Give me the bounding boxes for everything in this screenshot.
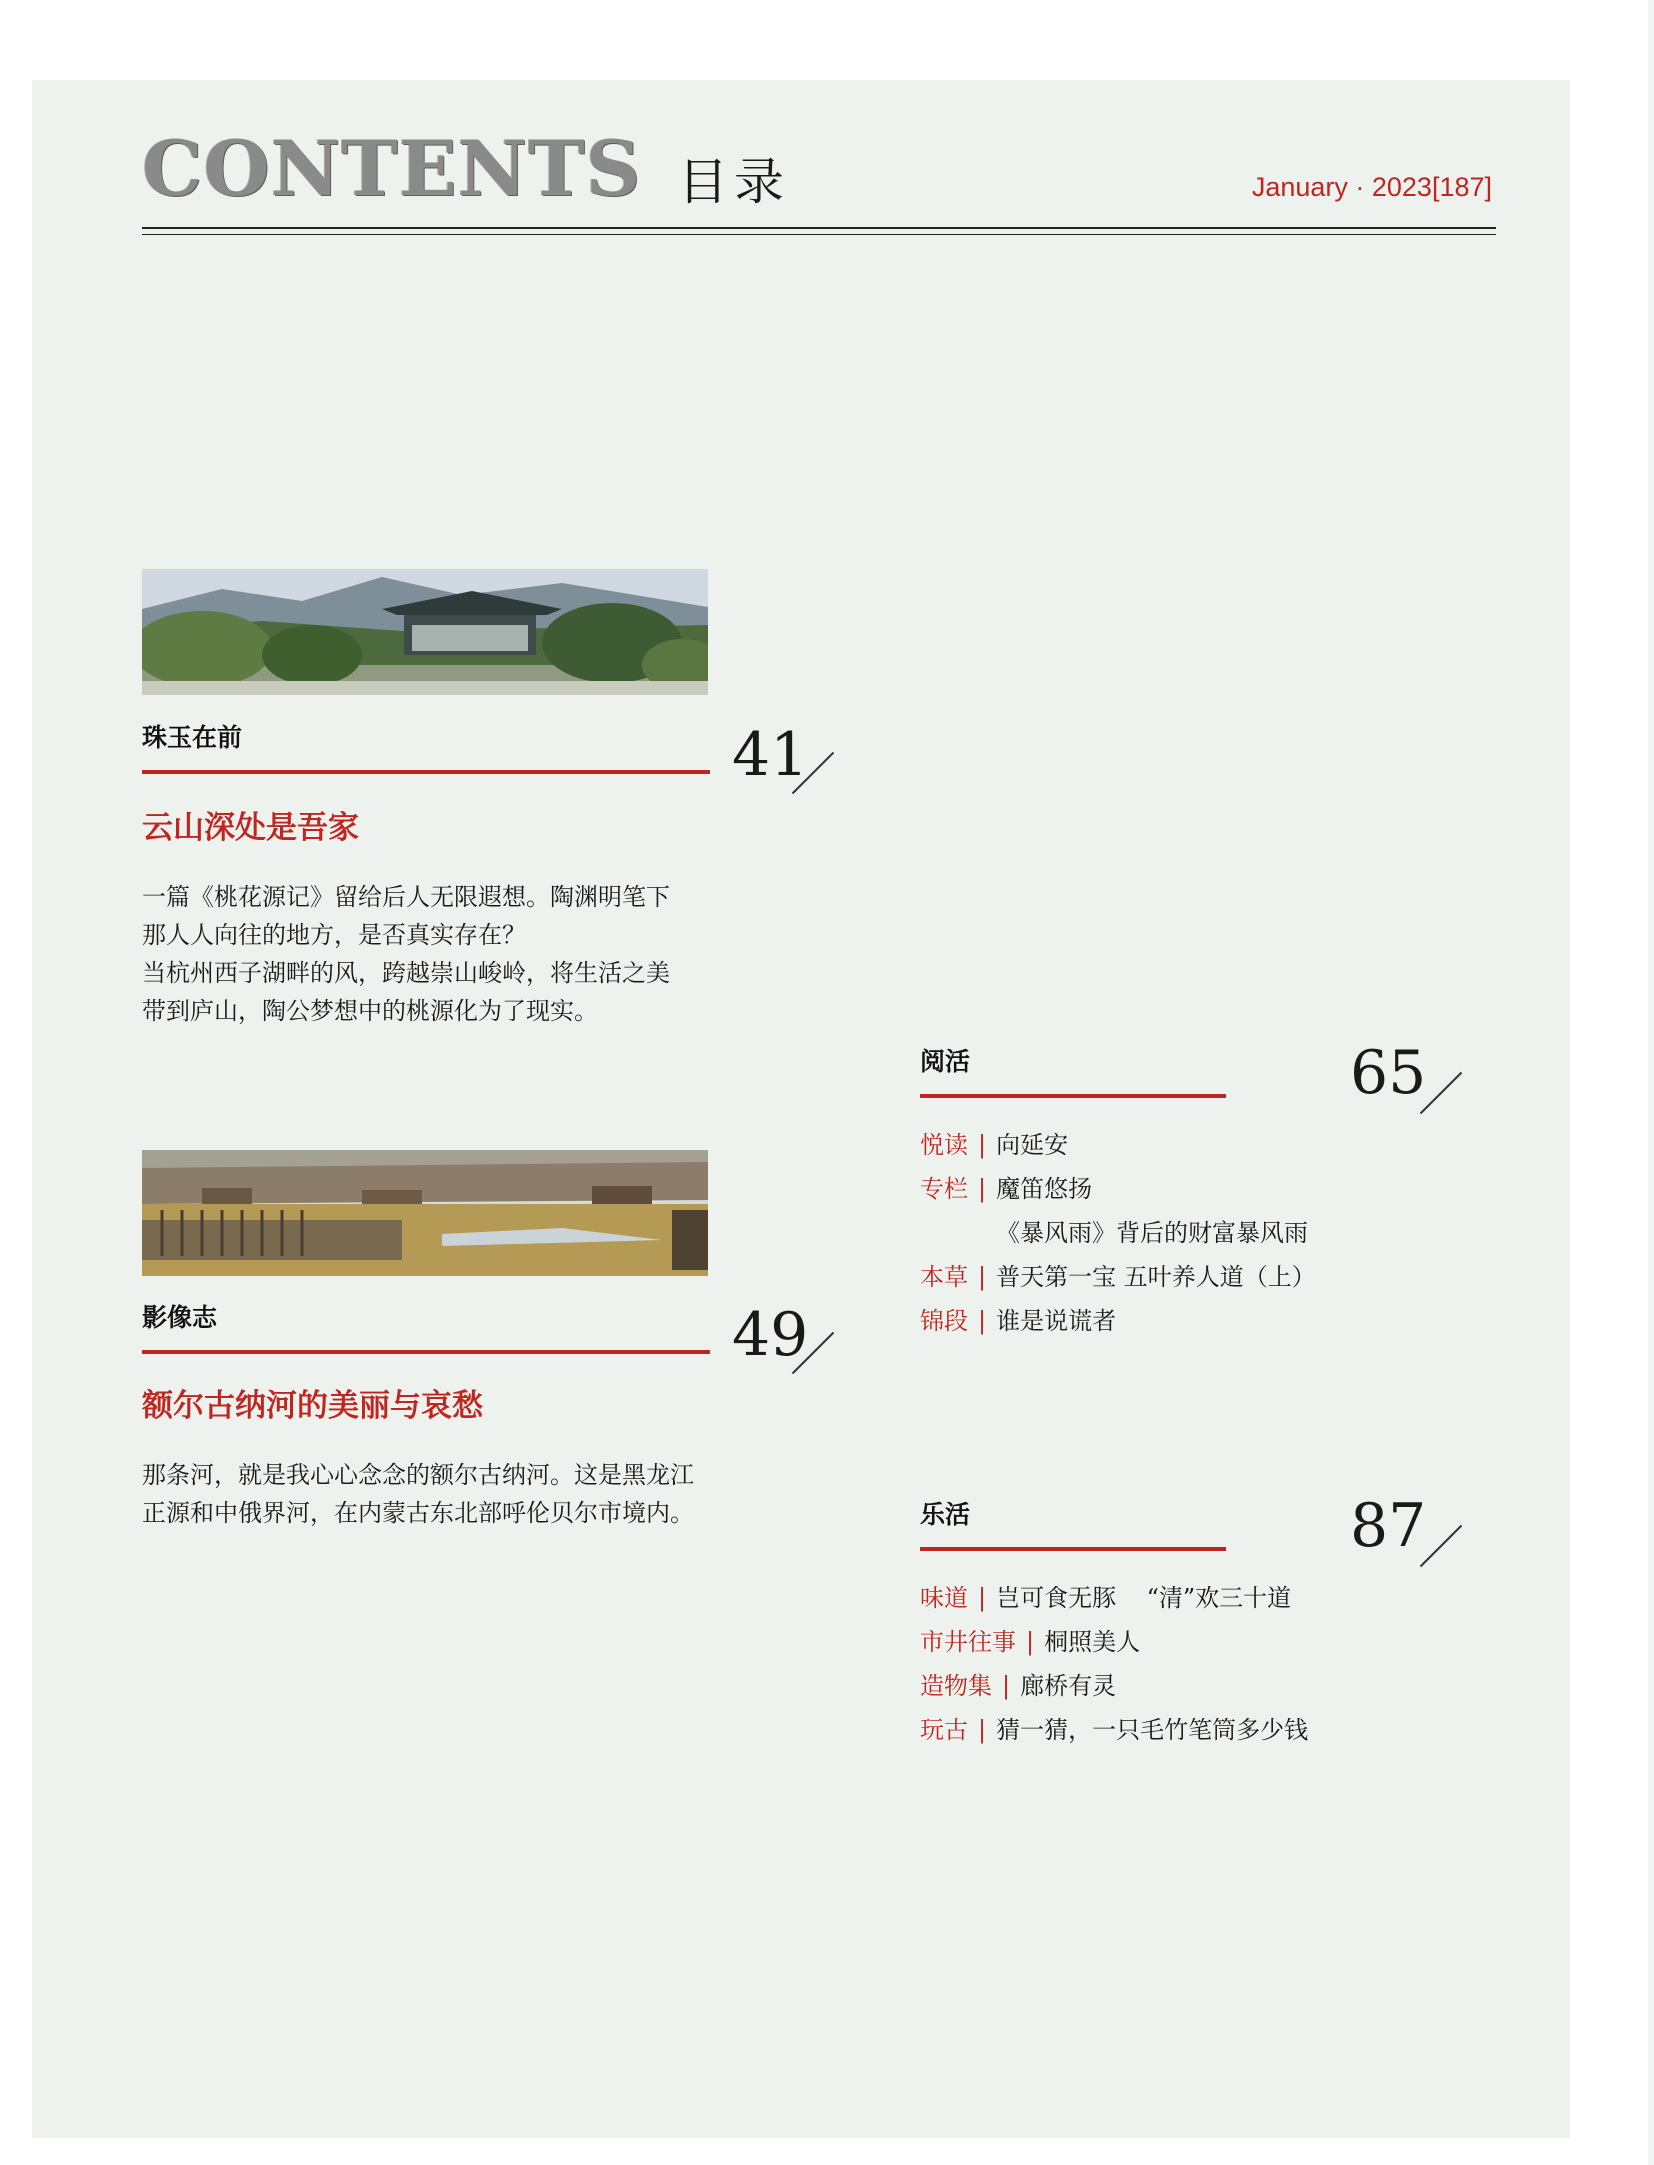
summary-line: 带到庐山，陶公梦想中的桃源化为了现实。 [142,997,598,1025]
toc-item[interactable] [920,1167,1316,1211]
toc-item[interactable] [920,1664,1308,1708]
toc-title: 岂可食无豚 “清”欢三十道 [996,1584,1292,1612]
toc-separator: | [978,1175,987,1203]
toc-list [920,1123,1316,1343]
page-number: 41 [732,720,809,790]
header-rule [142,227,1496,229]
toc-separator: | [1026,1628,1035,1656]
article-summary [142,878,742,1030]
article-headline: 额尔古纳河的美丽与哀愁 [142,1388,483,1424]
toc-title: 桐照美人 [1044,1628,1141,1656]
toc-item[interactable] [920,1708,1308,1752]
contents-title: CONTENTS [142,124,642,213]
section-label: 影像志 [142,1303,218,1332]
page-number: 49 [732,1300,809,1370]
toc-category: 市井往事 [920,1628,1016,1656]
toc-title: 普天第一宝 五叶养人道（上） [996,1263,1316,1291]
toc-title: 魔笛悠扬 [996,1175,1093,1203]
page-number: 87 [1350,1491,1427,1561]
contents-title-cn: 目录 [678,153,790,211]
section-label: 阅活 [920,1047,971,1076]
page-number: 65 [1350,1038,1427,1108]
magazine-page [32,80,1570,2138]
section-rule [142,1350,710,1354]
issue-date: January · 2023[187] [1251,172,1492,202]
toc-category: 悦读 [920,1131,968,1159]
toc-item[interactable] [920,1576,1308,1620]
summary-line: 正源和中俄界河，在内蒙古东北部呼伦贝尔市境内。 [142,1499,694,1527]
page-edge [1648,0,1654,2165]
summary-line: 当杭州西子湖畔的风，跨越崇山峻岭，将生活之美 [142,959,670,987]
section-rule [142,770,710,774]
toc-category: 味道 [920,1584,968,1612]
toc-list [920,1576,1308,1752]
toc-separator: | [978,1131,987,1159]
section-label: 珠玉在前 [142,723,243,752]
toc-title: 向延安 [996,1131,1069,1159]
toc-category: 专栏 [920,1175,968,1203]
summary-line: 那人人向往的地方，是否真实存在？ [142,921,526,949]
toc-separator: | [1002,1672,1011,1700]
toc-category: 本草 [920,1263,968,1291]
toc-title: 廊桥有灵 [1020,1672,1117,1700]
toc-category: 造物集 [920,1672,992,1700]
header-rule-thin [142,234,1496,235]
section-rule [920,1094,1226,1098]
toc-item[interactable] [920,1123,1316,1167]
toc-item[interactable] [920,1299,1316,1343]
summary-line: 一篇《桃花源记》留给后人无限遐想。陶渊明笔下 [142,883,670,911]
toc-title: 《暴风雨》背后的财富暴风雨 [996,1219,1308,1247]
toc-separator: | [978,1584,987,1612]
toc-item[interactable] [920,1211,1316,1255]
section-label: 乐活 [920,1500,971,1529]
garden-pavilion-photo [142,569,708,695]
toc-item[interactable] [920,1255,1316,1299]
section-rule [920,1547,1226,1551]
article-headline: 云山深处是吾家 [142,810,359,846]
toc-title: 猜一猜，一只毛竹笔筒多少钱 [996,1716,1309,1744]
toc-title: 谁是说谎者 [996,1307,1117,1335]
summary-line: 那条河，就是我心心念念的额尔古纳河。这是黑龙江 [142,1461,694,1489]
toc-separator: | [978,1263,987,1291]
toc-category: 锦段 [920,1307,968,1335]
toc-separator: | [978,1307,987,1335]
toc-item[interactable] [920,1620,1308,1664]
river-village-photo [142,1150,708,1276]
toc-category: 玩古 [920,1716,968,1744]
toc-separator: | [978,1716,987,1744]
article-summary [142,1456,742,1532]
